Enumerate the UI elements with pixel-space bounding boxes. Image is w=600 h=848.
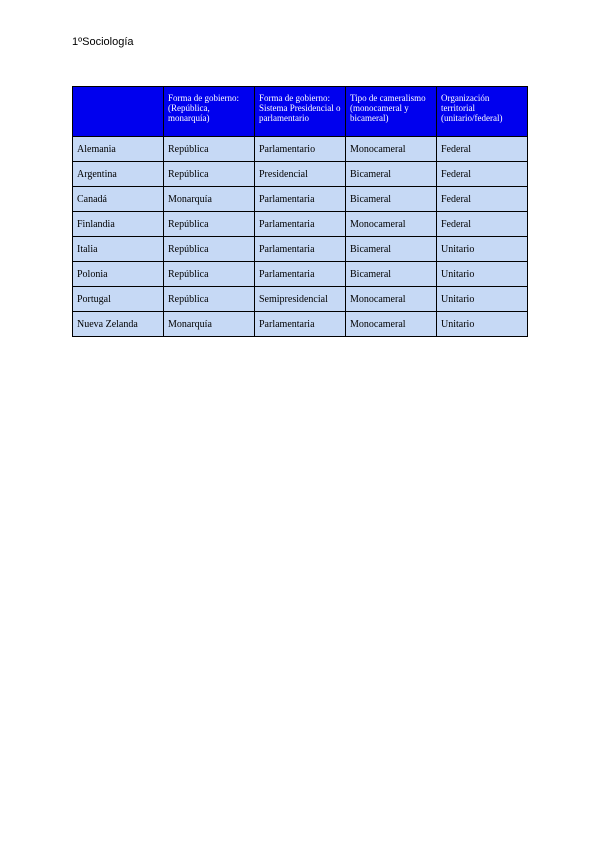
cell-country: Portugal	[73, 287, 164, 312]
column-header-territorial-organization: Organización territorial (unitario/federal)	[437, 87, 528, 137]
cell-territorial-organization: Unitario	[437, 287, 528, 312]
cell-territorial-organization: Federal	[437, 187, 528, 212]
countries-government-table	[72, 86, 528, 337]
table-row	[73, 262, 528, 287]
cell-cameralism: Bicameral	[346, 262, 437, 287]
cell-country: Canadá	[73, 187, 164, 212]
cell-country: Italia	[73, 237, 164, 262]
cell-government-system: Parlamentaria	[255, 187, 346, 212]
cell-country: Nueva Zelanda	[73, 312, 164, 337]
cell-government-form: Monarquía	[164, 312, 255, 337]
cell-government-form: República	[164, 212, 255, 237]
document-header: 1ºSociología	[72, 36, 134, 48]
cell-government-system: Presidencial	[255, 162, 346, 187]
column-header-government-form: Forma de gobierno: (República, monarquía)	[164, 87, 255, 137]
cell-country: Alemania	[73, 137, 164, 162]
table-row	[73, 312, 528, 337]
cell-government-system: Parlamentaria	[255, 312, 346, 337]
cell-government-form: República	[164, 262, 255, 287]
cell-government-system: Parlamentaria	[255, 262, 346, 287]
cell-cameralism: Monocameral	[346, 287, 437, 312]
table-row	[73, 237, 528, 262]
table-row	[73, 187, 528, 212]
cell-country: Argentina	[73, 162, 164, 187]
cell-country: Polonia	[73, 262, 164, 287]
cell-government-form: República	[164, 137, 255, 162]
cell-government-system: Parlamentaria	[255, 212, 346, 237]
table-row	[73, 287, 528, 312]
cell-territorial-organization: Federal	[437, 137, 528, 162]
cell-cameralism: Bicameral	[346, 187, 437, 212]
cell-government-system: Parlamentaria	[255, 237, 346, 262]
table-row	[73, 162, 528, 187]
cell-cameralism: Monocameral	[346, 137, 437, 162]
cell-cameralism: Bicameral	[346, 237, 437, 262]
cell-territorial-organization: Federal	[437, 162, 528, 187]
cell-territorial-organization: Unitario	[437, 237, 528, 262]
cell-territorial-organization: Federal	[437, 212, 528, 237]
table-row	[73, 212, 528, 237]
cell-cameralism: Bicameral	[346, 162, 437, 187]
cell-government-form: República	[164, 287, 255, 312]
cell-country: Finlandia	[73, 212, 164, 237]
cell-territorial-organization: Unitario	[437, 262, 528, 287]
cell-government-system: Semipresidencial	[255, 287, 346, 312]
cell-cameralism: Monocameral	[346, 312, 437, 337]
cell-government-form: Monarquía	[164, 187, 255, 212]
cell-territorial-organization: Unitario	[437, 312, 528, 337]
cell-government-form: República	[164, 237, 255, 262]
cell-government-system: Parlamentario	[255, 137, 346, 162]
column-header-country	[73, 87, 164, 137]
column-header-cameralism: Tipo de cameralismo (monocameral y bicameral)	[346, 87, 437, 137]
cell-government-form: República	[164, 162, 255, 187]
table-row	[73, 137, 528, 162]
column-header-government-system: Forma de gobierno: Sistema Presidencial o parlamentario	[255, 87, 346, 137]
table-header-row	[73, 87, 528, 137]
cell-cameralism: Monocameral	[346, 212, 437, 237]
